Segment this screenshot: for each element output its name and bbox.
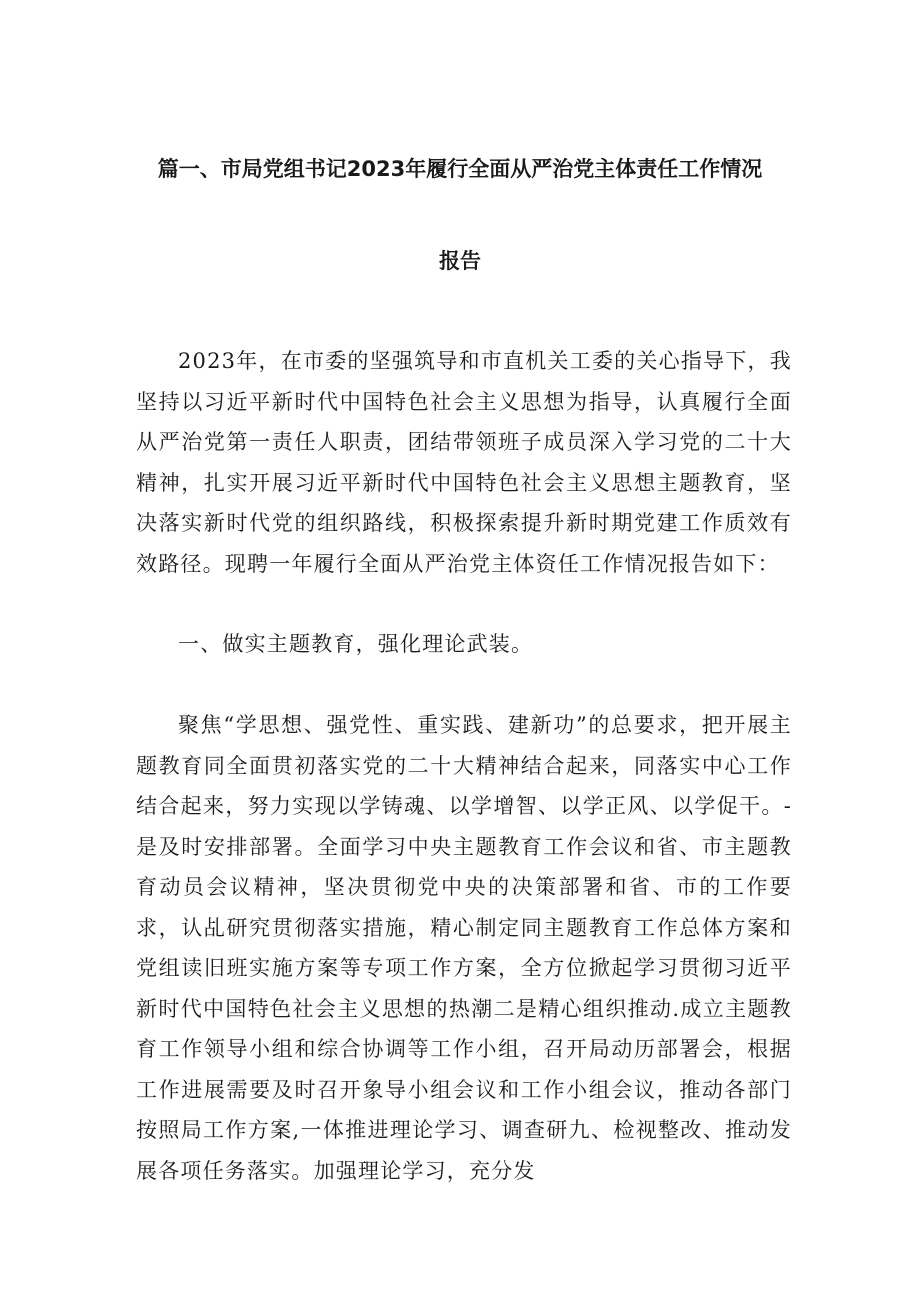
- document-title-line-2: 报告: [439, 249, 481, 273]
- section-1-paragraph: 聚焦“学思想、强党性、重实践、建新功”的总要求，把开展主题教育同全面贯初落实党的二十大精神结合起来，同落实中心工作结合起来，努力实现以学铸魂、以学增智、以学正风、以学促干。-是及时安排部署。全面学习中央主题教育工作会议和省、市主题教育动员会议精神，坚决贯彻党中央的决策部署和省、市的工作要求，认乩研究贯彻落实措施，精心制定同主题教育工作总体方案和党组读旧班实施方案等专项工作方案，全方位掀起学习贯彻习近平新时代中国特色社会主义思想的热潮二是精心组织推动.成立主题教育工作领导小组和综合协调等工作小组，召开局动历部署会，根据工作进展需要及时召开象导小组会议和工作小组会议，推动各部门按照局工作方案,一体推进理论学习、调查研九、检视整改、推动发展各项任务落实。加强理论学习，充分发: [136, 713, 792, 1183]
- document-title-line-1: 篇一、市局党组书记2023年履行全面从严治党主体责任工作情况: [157, 157, 763, 181]
- intro-paragraph: 2023年，在市委的坚强筑导和市直机关工委的关心指导下，我坚持以习近平新时代中国特色社会主义思想为指导，认真履行全面从严治党第一责任人职责，团结带领班子成员深入学习党的二十大精神，扎实开展习近平新时代中国特色社会主义思想主题教育，坚决落实新时代党的组织路线，积极探索提升新时期党建工作质效有效路径。现聘一年履行全面从严治党主体资任工作情况报告如下：: [136, 349, 792, 576]
- section-heading-1: 一、做实主题教育，强化理论武装。: [178, 632, 534, 656]
